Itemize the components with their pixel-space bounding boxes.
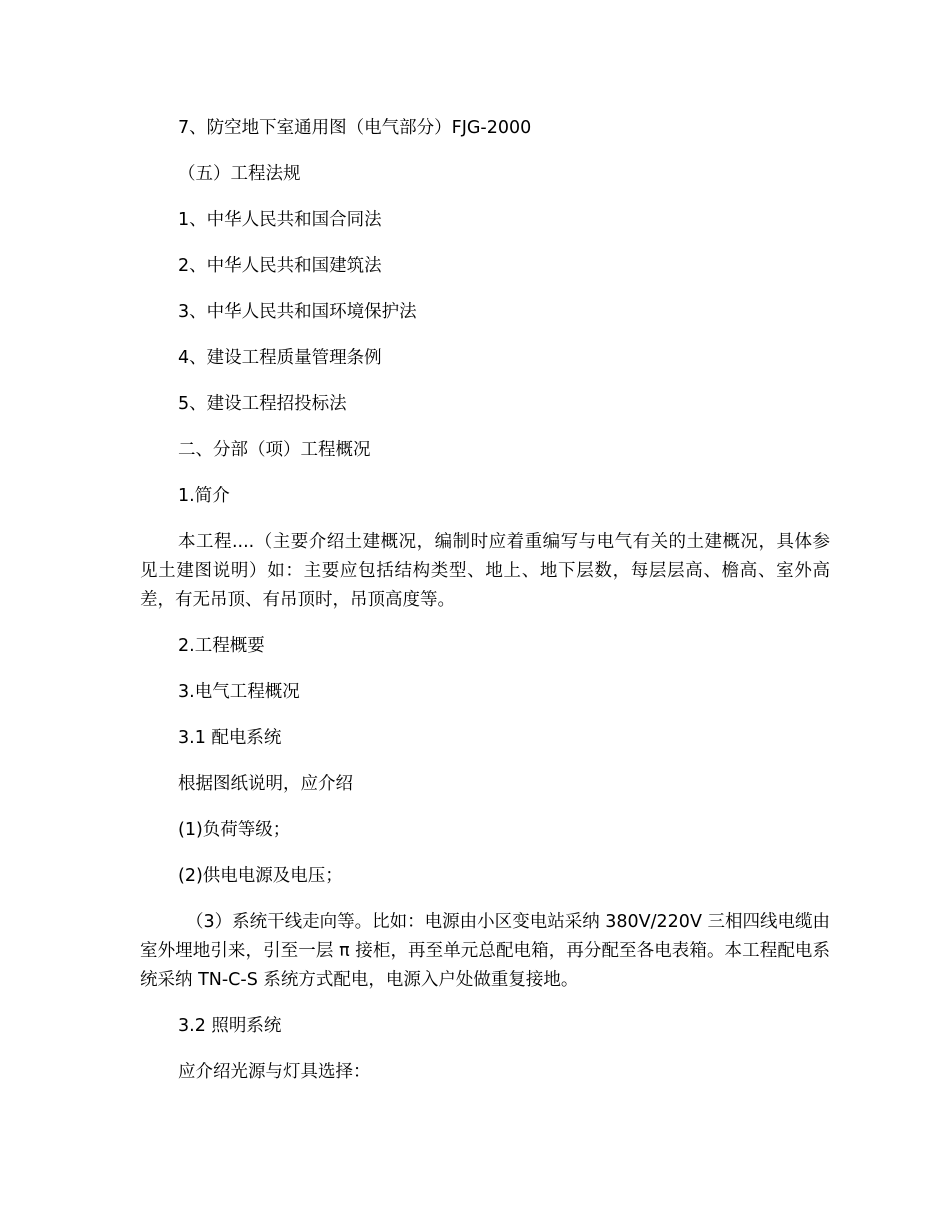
paragraph-introduction: 本工程....（主要介绍土建概况，编制时应着重编写与电气有关的土建概况，具体参见土建图说明）如：主要应包括结构类型、地上、地下层数，每层层高、檐高、室外高差，有无吊顶、有吊顶时，吊顶高度等。: [140, 532, 830, 610]
section-heading-regulations: （五）工程法规: [178, 164, 301, 184]
paragraph-reference-7: 7、防空地下室通用图（电气部分）FJG-2000: [178, 118, 532, 138]
section-heading-overview: 二、分部（项）工程概况: [178, 440, 371, 460]
paragraph-distribution-intro: 根据图纸说明，应介绍: [178, 774, 353, 794]
subheading-distribution-system: 3.1 配电系统: [178, 728, 282, 748]
paragraph-regulation-1: 1、中华人民共和国合同法: [178, 210, 382, 230]
list-item-power-supply: (2)供电电源及电压；: [178, 866, 343, 886]
subheading-lighting-system: 3.2 照明系统: [178, 1016, 282, 1036]
paragraph-lighting-intro: 应介绍光源与灯具选择：: [178, 1062, 371, 1082]
subheading-introduction: 1.简介: [178, 486, 230, 506]
paragraph-regulation-3: 3、中华人民共和国环境保护法: [178, 302, 417, 322]
paragraph-trunk-routing: （3）系统干线走向等。比如：电源由小区变电站采纳 380V/220V 三相四线电缆由室外埋地引来，引至一层 π 接柜，再至单元总配电箱，再分配至各电表箱。本工程配电系统采纳 TN-C-S 系统方式配电，电源入户处做重复接地。: [140, 912, 830, 990]
document-body: [140, 114, 830, 1104]
subheading-electrical-overview: 3.电气工程概况: [178, 682, 300, 702]
paragraph-regulation-4: 4、建设工程质量管理条例: [178, 348, 382, 368]
paragraph-regulation-5: 5、建设工程招投标法: [178, 394, 347, 414]
paragraph-regulation-2: 2、中华人民共和国建筑法: [178, 256, 382, 276]
subheading-project-summary: 2.工程概要: [178, 636, 265, 656]
list-item-load-level: (1)负荷等级；: [178, 820, 291, 840]
